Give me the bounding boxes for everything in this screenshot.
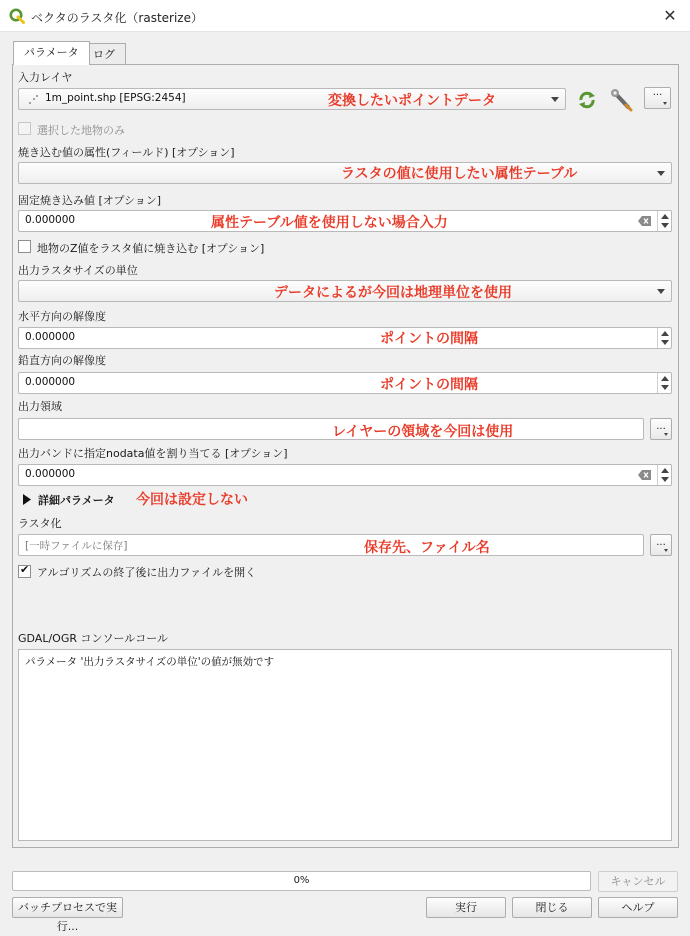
h-res-input[interactable]: [18, 327, 672, 349]
rasterize-output-input[interactable]: [18, 534, 644, 556]
nodata-text: 0.000000: [25, 468, 76, 480]
extent-label: 出力領域: [18, 400, 62, 413]
cancel-button[interactable]: キャンセル: [598, 871, 678, 892]
open-output-checkbox[interactable]: [18, 565, 31, 578]
annotation-advanced: 今回は設定しない: [136, 492, 248, 508]
fixed-value-label: 固定焼き込み値 [オプション]: [18, 194, 162, 207]
qgis-logo-icon: [9, 8, 25, 24]
extent-options-button[interactable]: ...: [650, 418, 672, 440]
fixed-value-text: 0.000000: [25, 214, 76, 226]
burn-z-checkbox[interactable]: [18, 240, 31, 253]
annotation-extent: レイヤーの領域を今回は使用: [332, 424, 514, 440]
tab-log[interactable]: ログ: [82, 43, 126, 65]
nodata-spinner[interactable]: [657, 465, 671, 485]
rasterize-placeholder: [一時ファイルに保存]: [25, 540, 128, 552]
tab-parameters[interactable]: パラメータ: [13, 41, 90, 65]
input-layer-label: 入力レイヤ: [18, 71, 73, 84]
annotation-units: データによるが今回は地理単位を使用: [274, 285, 512, 301]
h-res-spinner[interactable]: [657, 328, 671, 348]
open-output-label: アルゴリズムの終了後に出力ファイルを開く: [37, 566, 257, 579]
console-textarea[interactable]: [18, 649, 672, 841]
annotation-burn-field: ラスタの値に使用したい属性テーブル: [341, 166, 578, 182]
rasterize-options-button[interactable]: ...: [650, 534, 672, 556]
nodata-input[interactable]: [18, 464, 672, 486]
annotation-rasterize: 保存先、ファイル名: [364, 540, 490, 556]
console-message: パラメータ '出力ラスタサイズの単位'の値が無効です: [25, 656, 275, 668]
chevron-down-icon: [657, 289, 665, 294]
annotation-h-res: ポイントの間隔: [380, 331, 478, 347]
chevron-down-icon: [551, 97, 559, 102]
close-button[interactable]: 閉じる: [512, 897, 592, 918]
input-layer-options-button[interactable]: ···: [644, 87, 671, 109]
v-res-input[interactable]: [18, 372, 672, 394]
rasterize-label: ラスタ化: [18, 517, 62, 530]
progress-bar: [12, 871, 591, 891]
h-res-text: 0.000000: [25, 331, 76, 343]
advanced-parameters-label[interactable]: 詳細パラメータ: [38, 494, 115, 507]
progress-text: 0%: [293, 875, 310, 886]
window-title: ベクタのラスタ化（rasterize）: [31, 11, 203, 25]
h-res-label: 水平方向の解像度: [18, 310, 106, 323]
clear-icon[interactable]: [638, 216, 651, 226]
nodata-label: 出力バンドに指定nodata値を割り当てる [オプション]: [18, 447, 288, 460]
v-res-label: 鉛直方向の解像度: [18, 354, 106, 367]
annotation-v-res: ポイントの間隔: [380, 377, 478, 393]
selected-only-label: 選択した地物のみ: [37, 124, 125, 137]
point-layer-icon: [27, 94, 39, 106]
burn-z-label: 地物のZ値をラスタ値に焼き込む [オプション]: [37, 242, 265, 255]
run-button[interactable]: 実行: [426, 897, 506, 918]
expand-triangle-icon[interactable]: [22, 494, 31, 505]
units-label: 出力ラスタサイズの単位: [18, 264, 138, 277]
batch-process-button[interactable]: バッチプロセスで実行...: [12, 897, 123, 918]
title-bar: [0, 0, 690, 32]
wrench-icon[interactable]: [609, 88, 635, 112]
annotation-input-layer: 変換したいポイントデータ: [328, 93, 496, 109]
iterate-icon[interactable]: [576, 89, 598, 111]
annotation-fixed-value: 属性テーブル値を使用しない場合入力: [211, 215, 448, 231]
clear-icon[interactable]: [638, 470, 651, 480]
chevron-down-icon: [657, 171, 665, 176]
console-label: GDAL/OGR コンソールコール: [18, 632, 169, 645]
fixed-value-spinner[interactable]: [657, 211, 671, 231]
v-res-spinner[interactable]: [657, 373, 671, 393]
extent-input[interactable]: [18, 418, 644, 440]
v-res-text: 0.000000: [25, 376, 76, 388]
burn-field-label: 焼き込む値の属性(フィールド) [オプション]: [18, 146, 235, 159]
help-button[interactable]: ヘルプ: [598, 897, 678, 918]
selected-only-checkbox[interactable]: [18, 122, 31, 135]
input-layer-value: 1m_point.shp [EPSG:2454]: [45, 92, 186, 104]
close-icon[interactable]: ✕: [663, 6, 677, 25]
